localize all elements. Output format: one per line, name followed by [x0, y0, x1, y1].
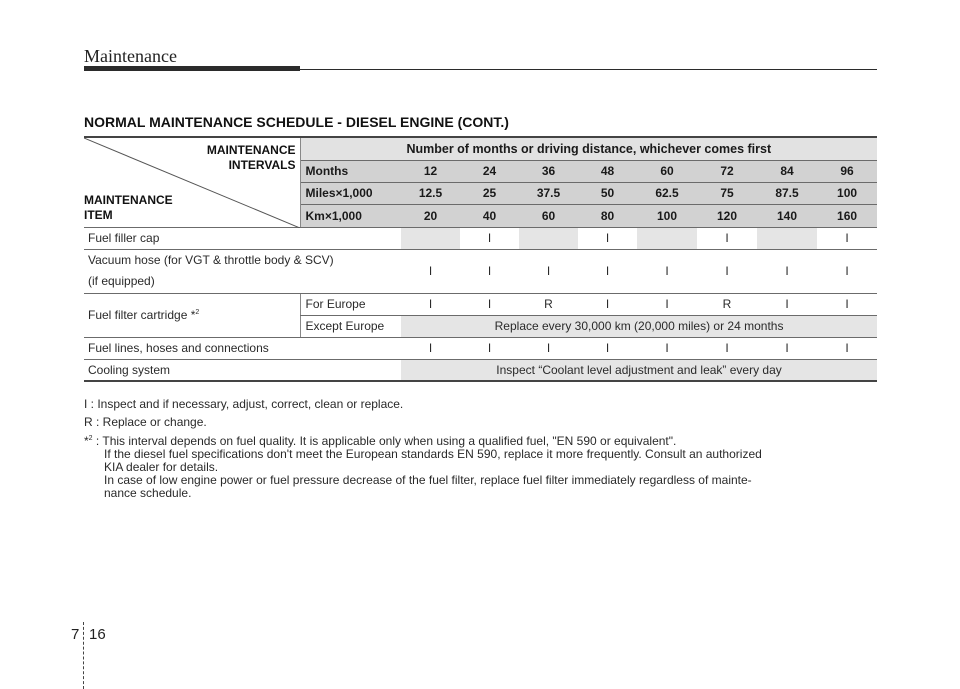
- value-cell: I: [401, 249, 460, 293]
- page-number-divider: [83, 622, 84, 689]
- value-cell: [401, 227, 460, 249]
- table-row: [84, 249, 877, 293]
- value-cell: I: [460, 227, 519, 249]
- value-cell: [757, 227, 817, 249]
- miles-cell: 25: [460, 182, 519, 204]
- value-cell: I: [578, 337, 637, 359]
- header-rule-thick: [84, 66, 300, 71]
- value-cell: I: [637, 249, 697, 293]
- value-cell: I: [578, 293, 637, 315]
- value-cell: I: [697, 249, 757, 293]
- months-cell: 12: [401, 160, 460, 182]
- miles-cell: 75: [697, 182, 757, 204]
- table-row: [84, 227, 877, 249]
- item-fuel-filter-cartridge: Fuel filter cartridge *$^2$: [84, 293, 300, 337]
- item-vacuum-hose: Vacuum hose (for VGT & throttle body & SCV) (if equipped): [84, 249, 401, 293]
- months-label: Months: [300, 160, 401, 182]
- header-rule-thin: [300, 69, 877, 70]
- value-cell: I: [757, 293, 817, 315]
- value-cell: I: [817, 249, 877, 293]
- months-cell: 36: [519, 160, 578, 182]
- schedule-heading: NORMAL MAINTENANCE SCHEDULE - DIESEL ENGINE (CONT.): [84, 114, 509, 130]
- value-cell: [519, 227, 578, 249]
- value-cell: [637, 227, 697, 249]
- page-number: 16: [89, 626, 106, 643]
- value-cell: I: [578, 249, 637, 293]
- footnote-line-2: If the diesel fuel specifications don't meet the European standards EN 590, replace it more frequently. Consult an authorized: [104, 447, 762, 461]
- footnote-mark: 2: [195, 309, 200, 316]
- value-cell: I: [519, 249, 578, 293]
- months-cell: 60: [637, 160, 697, 182]
- legend-inspect: I : Inspect and if necessary, adjust, correct, clean or replace.: [84, 397, 404, 411]
- months-cell: 84: [757, 160, 817, 182]
- value-cell: I: [637, 337, 697, 359]
- value-cell: I: [817, 227, 877, 249]
- months-cell: 96: [817, 160, 877, 182]
- footnote-asterisk: *: [84, 434, 89, 448]
- footnote-sup: 2: [88, 435, 93, 442]
- value-cell: I: [401, 337, 460, 359]
- km-label: Km×1,000: [300, 204, 401, 227]
- km-cell: 140: [757, 204, 817, 227]
- maintenance-schedule-table: [84, 136, 877, 382]
- footnote-line-4: In case of low engine power or fuel pressure decrease of the fuel filter, replace fuel filter immediately regardless of mainte-: [104, 473, 752, 487]
- legend-replace: R : Replace or change.: [84, 415, 207, 429]
- value-cell: I: [578, 227, 637, 249]
- corner-intervals-label: MAINTENANCE INTERVALS: [206, 143, 296, 172]
- value-cell: I: [401, 293, 460, 315]
- km-cell: 20: [401, 204, 460, 227]
- months-cell: 48: [578, 160, 637, 182]
- item-fuel-lines: Fuel lines, hoses and connections: [84, 337, 401, 359]
- item-cooling-system: Cooling system: [84, 359, 401, 381]
- miles-cell: 87.5: [757, 182, 817, 204]
- value-cell: I: [519, 337, 578, 359]
- value-cell: I: [817, 337, 877, 359]
- months-cell: 24: [460, 160, 519, 182]
- miles-label: Miles×1,000: [300, 182, 401, 204]
- table-corner-cell: [84, 137, 300, 227]
- item-fuel-filler-cap: Fuel filler cap: [84, 227, 401, 249]
- km-cell: 80: [578, 204, 637, 227]
- value-cell: I: [460, 337, 519, 359]
- value-cell: I: [697, 227, 757, 249]
- value-cell: I: [757, 337, 817, 359]
- section-title: Maintenance: [84, 46, 177, 66]
- km-cell: 100: [637, 204, 697, 227]
- months-cell: 72: [697, 160, 757, 182]
- footnote-line-1: : This interval depends on fuel quality. It is applicable only when using a qualified fuel, "EN 590 or equivalent".: [92, 434, 677, 448]
- value-cell: I: [817, 293, 877, 315]
- corner-item-label: MAINTENANCE ITEM: [84, 193, 173, 222]
- value-cell: I: [637, 293, 697, 315]
- km-cell: 120: [697, 204, 757, 227]
- miles-cell: 37.5: [519, 182, 578, 204]
- miles-cell: 50: [578, 182, 637, 204]
- footnote-line-3: KIA dealer for details.: [104, 460, 219, 474]
- footnote: [84, 432, 884, 500]
- value-cell: I: [460, 293, 519, 315]
- value-cell: R: [519, 293, 578, 315]
- km-cell: 40: [460, 204, 519, 227]
- km-cell: 160: [817, 204, 877, 227]
- miles-cell: 62.5: [637, 182, 697, 204]
- miles-cell: 12.5: [401, 182, 460, 204]
- table-row: [84, 359, 877, 381]
- footnote-line-5: nance schedule.: [104, 486, 192, 500]
- miles-cell: 100: [817, 182, 877, 204]
- km-cell: 60: [519, 204, 578, 227]
- table-row: [84, 337, 877, 359]
- span-header-row: [84, 137, 877, 160]
- value-cell: I: [697, 337, 757, 359]
- table-row: [84, 293, 877, 315]
- except-europe-label: Except Europe: [300, 315, 401, 337]
- cooling-note: Inspect “Coolant level adjustment and leak” every day: [401, 359, 877, 381]
- span-header: Number of months or driving distance, whichever comes first: [300, 137, 877, 160]
- except-europe-note: Replace every 30,000 km (20,000 miles) or 24 months: [401, 315, 877, 337]
- for-europe-label: For Europe: [300, 293, 401, 315]
- value-cell: I: [460, 249, 519, 293]
- chapter-number: 7: [71, 626, 80, 643]
- value-cell: R: [697, 293, 757, 315]
- value-cell: I: [757, 249, 817, 293]
